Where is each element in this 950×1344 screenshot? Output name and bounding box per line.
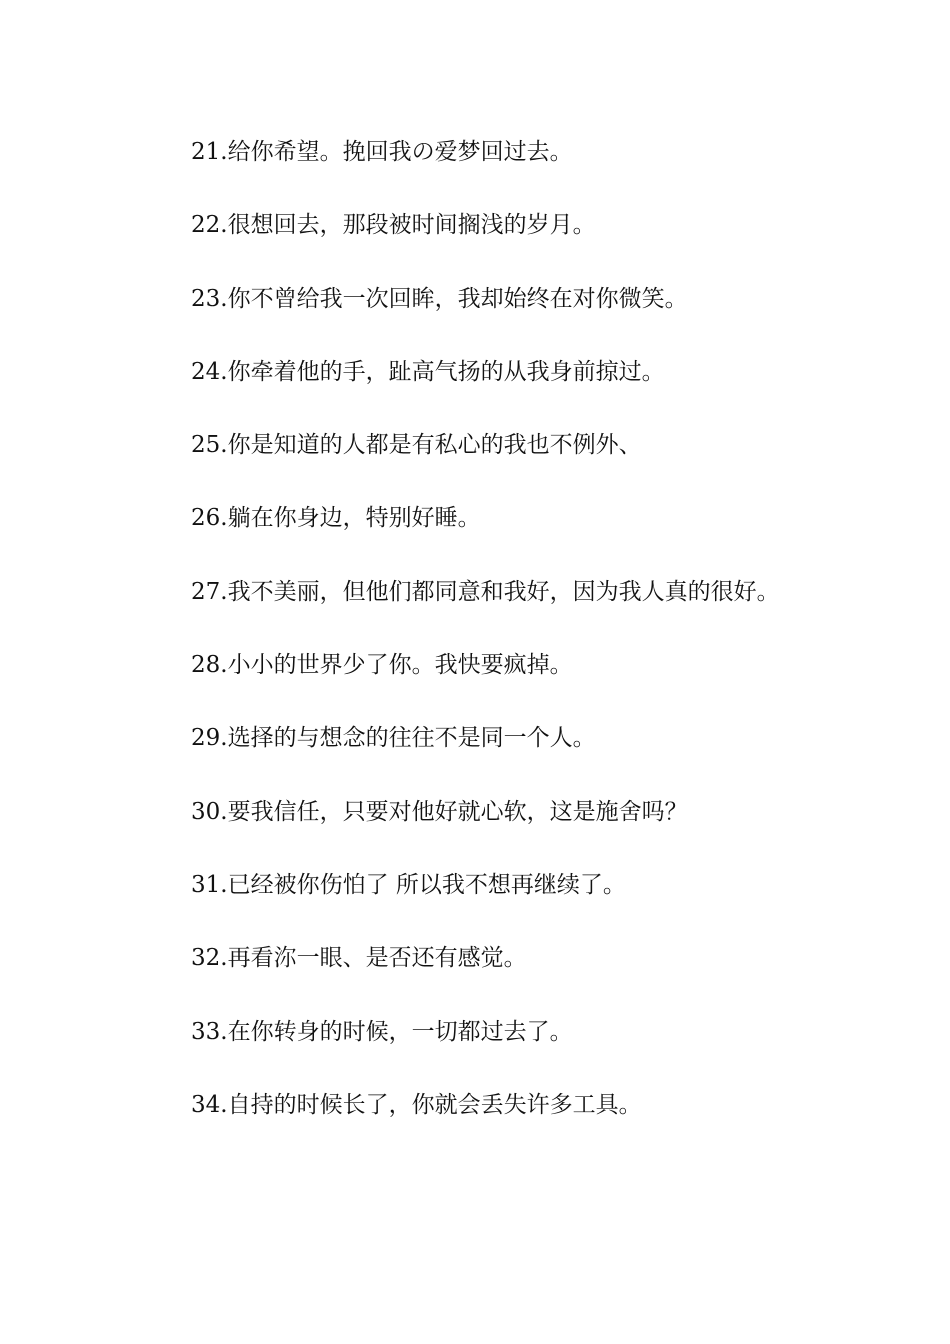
quote-line: 30.要我信任，只要对他好就心软，这是施舍吗？	[191, 798, 688, 825]
quote-line: 26.躺在你身边，特别好睡。	[191, 505, 481, 532]
quote-line: 28.小小的世界少了你。我快要疯掉。	[191, 652, 573, 679]
quote-line: 24.你牵着他的手，趾高气扬的从我身前掠过。	[191, 358, 665, 385]
quote-line: 29.选择的与想念的往往不是同一个人。	[191, 725, 596, 752]
quote-line: 23.你不曾给我一次回眸，我却始终在对你微笑。	[191, 285, 688, 312]
quote-line: 33.在你转身的时候，一切都过去了。	[191, 1018, 573, 1045]
quote-line: 22.很想回去，那段被时间搁浅的岁月。	[191, 212, 596, 239]
quote-list	[191, 134, 911, 1160]
quote-line: 34.自持的时候长了，你就会丢失许多工具。	[191, 1091, 642, 1118]
quote-line: 31.已经被你伤怕了 所以我不想再继续了。	[191, 871, 626, 898]
quote-line: 32.再看沵一眼、是否还有感觉。	[191, 945, 527, 972]
quote-line: 25.你是知道的人都是有私心的我也不例外、	[191, 432, 642, 459]
quote-line: 21.给你希望。挽回我の爱梦回过去。	[191, 139, 573, 165]
quote-line: 27.我不美丽，但他们都同意和我好，因为我人真的很好。	[191, 578, 780, 605]
